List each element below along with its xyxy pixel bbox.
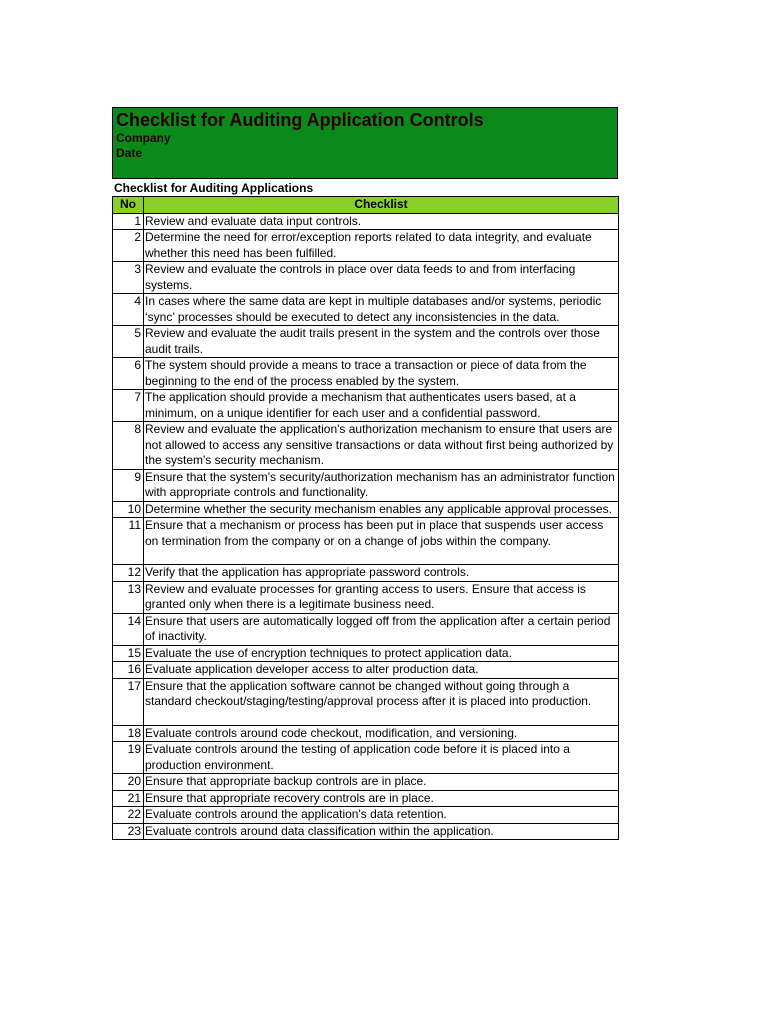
row-checklist-item: Ensure that appropriate backup controls are in place. — [144, 774, 619, 791]
row-checklist-item: Verify that the application has appropriate password controls. — [144, 565, 619, 582]
row-number: 19 — [113, 742, 144, 774]
row-number: 16 — [113, 662, 144, 679]
table-row — [113, 518, 619, 565]
row-number: 15 — [113, 645, 144, 662]
row-checklist-item: Evaluate controls around data classification within the application. — [144, 823, 619, 840]
row-checklist-item: Evaluate the use of encryption techniques to protect application data. — [144, 645, 619, 662]
table-row — [113, 678, 619, 725]
table-row — [113, 790, 619, 807]
page-title: Checklist for Auditing Application Controls — [116, 110, 484, 130]
row-number: 23 — [113, 823, 144, 840]
date-label: Date — [116, 146, 143, 160]
row-number: 4 — [113, 294, 144, 326]
company-label: Company — [116, 131, 171, 145]
row-checklist-item: Review and evaluate data input controls. — [144, 213, 619, 230]
table-row — [113, 294, 619, 326]
table-row — [113, 581, 619, 613]
row-checklist-item: Ensure that the system's security/authorization mechanism has an administrator function with appropriate controls and functionality. — [144, 469, 619, 501]
table-header-row — [113, 197, 619, 214]
row-number: 21 — [113, 790, 144, 807]
row-checklist-item: Ensure that a mechanism or process has been put in place that suspends user access on termination from the company or on a change of jobs within the company. — [144, 518, 619, 565]
row-number: 14 — [113, 613, 144, 645]
table-row — [113, 807, 619, 824]
row-checklist-item: The application should provide a mechanism that authenticates users based, at a minimum, on a unique identifier for each user and a confidential password. — [144, 390, 619, 422]
table-row — [113, 422, 619, 470]
row-number: 18 — [113, 725, 144, 742]
row-checklist-item: In cases where the same data are kept in multiple databases and/or systems, periodic ‘sync’ processes should be executed to detect any inconsistencies in the data. — [144, 294, 619, 326]
section-title: Checklist for Auditing Applications — [114, 181, 314, 195]
row-checklist-item: Evaluate controls around the application's data retention. — [144, 807, 619, 824]
row-number: 11 — [113, 518, 144, 565]
row-number: 17 — [113, 678, 144, 725]
table-row — [113, 645, 619, 662]
row-checklist-item: Evaluate application developer access to alter production data. — [144, 662, 619, 679]
row-checklist-item: Review and evaluate the audit trails present in the system and the controls over those audit trails. — [144, 326, 619, 358]
row-number: 10 — [113, 501, 144, 518]
row-number: 13 — [113, 581, 144, 613]
table-row — [113, 613, 619, 645]
row-checklist-item: Review and evaluate processes for granting access to users. Ensure that access is granted only when there is a legitimate business need. — [144, 581, 619, 613]
row-number: 7 — [113, 390, 144, 422]
table-row — [113, 262, 619, 294]
row-number: 1 — [113, 213, 144, 230]
table-row — [113, 501, 619, 518]
row-number: 12 — [113, 565, 144, 582]
table-row — [113, 742, 619, 774]
row-checklist-item: Ensure that the application software cannot be changed without going through a standard checkout/staging/testing/approval process after it is placed into production. — [144, 678, 619, 725]
row-number: 22 — [113, 807, 144, 824]
table-row — [113, 358, 619, 390]
table-row — [113, 774, 619, 791]
row-checklist-item: Determine the need for error/exception reports related to data integrity, and evaluate whether this need has been fulfilled. — [144, 230, 619, 262]
row-number: 8 — [113, 422, 144, 470]
table-row — [113, 230, 619, 262]
table-row — [113, 565, 619, 582]
row-checklist-item: Review and evaluate the controls in place over data feeds to and from interfacing systems. — [144, 262, 619, 294]
row-number: 20 — [113, 774, 144, 791]
row-checklist-item: Ensure that users are automatically logged off from the application after a certain period of inactivity. — [144, 613, 619, 645]
row-checklist-item: Ensure that appropriate recovery controls are in place. — [144, 790, 619, 807]
column-header-no: No — [113, 197, 144, 214]
table-row — [113, 213, 619, 230]
table-row — [113, 326, 619, 358]
row-number: 9 — [113, 469, 144, 501]
column-header-checklist: Checklist — [144, 197, 619, 214]
checklist-table — [112, 196, 619, 840]
row-number: 2 — [113, 230, 144, 262]
table-row — [113, 725, 619, 742]
header-band — [112, 107, 618, 179]
row-checklist-item: Evaluate controls around code checkout, modification, and versioning. — [144, 725, 619, 742]
table-row — [113, 823, 619, 840]
checklist-sheet — [112, 107, 618, 840]
checklist-rows — [113, 213, 619, 840]
row-number: 3 — [113, 262, 144, 294]
row-number: 5 — [113, 326, 144, 358]
row-number: 6 — [113, 358, 144, 390]
row-checklist-item: Determine whether the security mechanism enables any applicable approval processes. — [144, 501, 619, 518]
row-checklist-item: Review and evaluate the application's authorization mechanism to ensure that users are not allowed to access any sensitive transactions or data without first being authorized by the system's security mechanism. — [144, 422, 619, 470]
row-checklist-item: Evaluate controls around the testing of application code before it is placed into a production environment. — [144, 742, 619, 774]
row-checklist-item: The system should provide a means to trace a transaction or piece of data from the beginning to the end of the process enabled by the system. — [144, 358, 619, 390]
table-row — [113, 390, 619, 422]
table-row — [113, 662, 619, 679]
table-row — [113, 469, 619, 501]
